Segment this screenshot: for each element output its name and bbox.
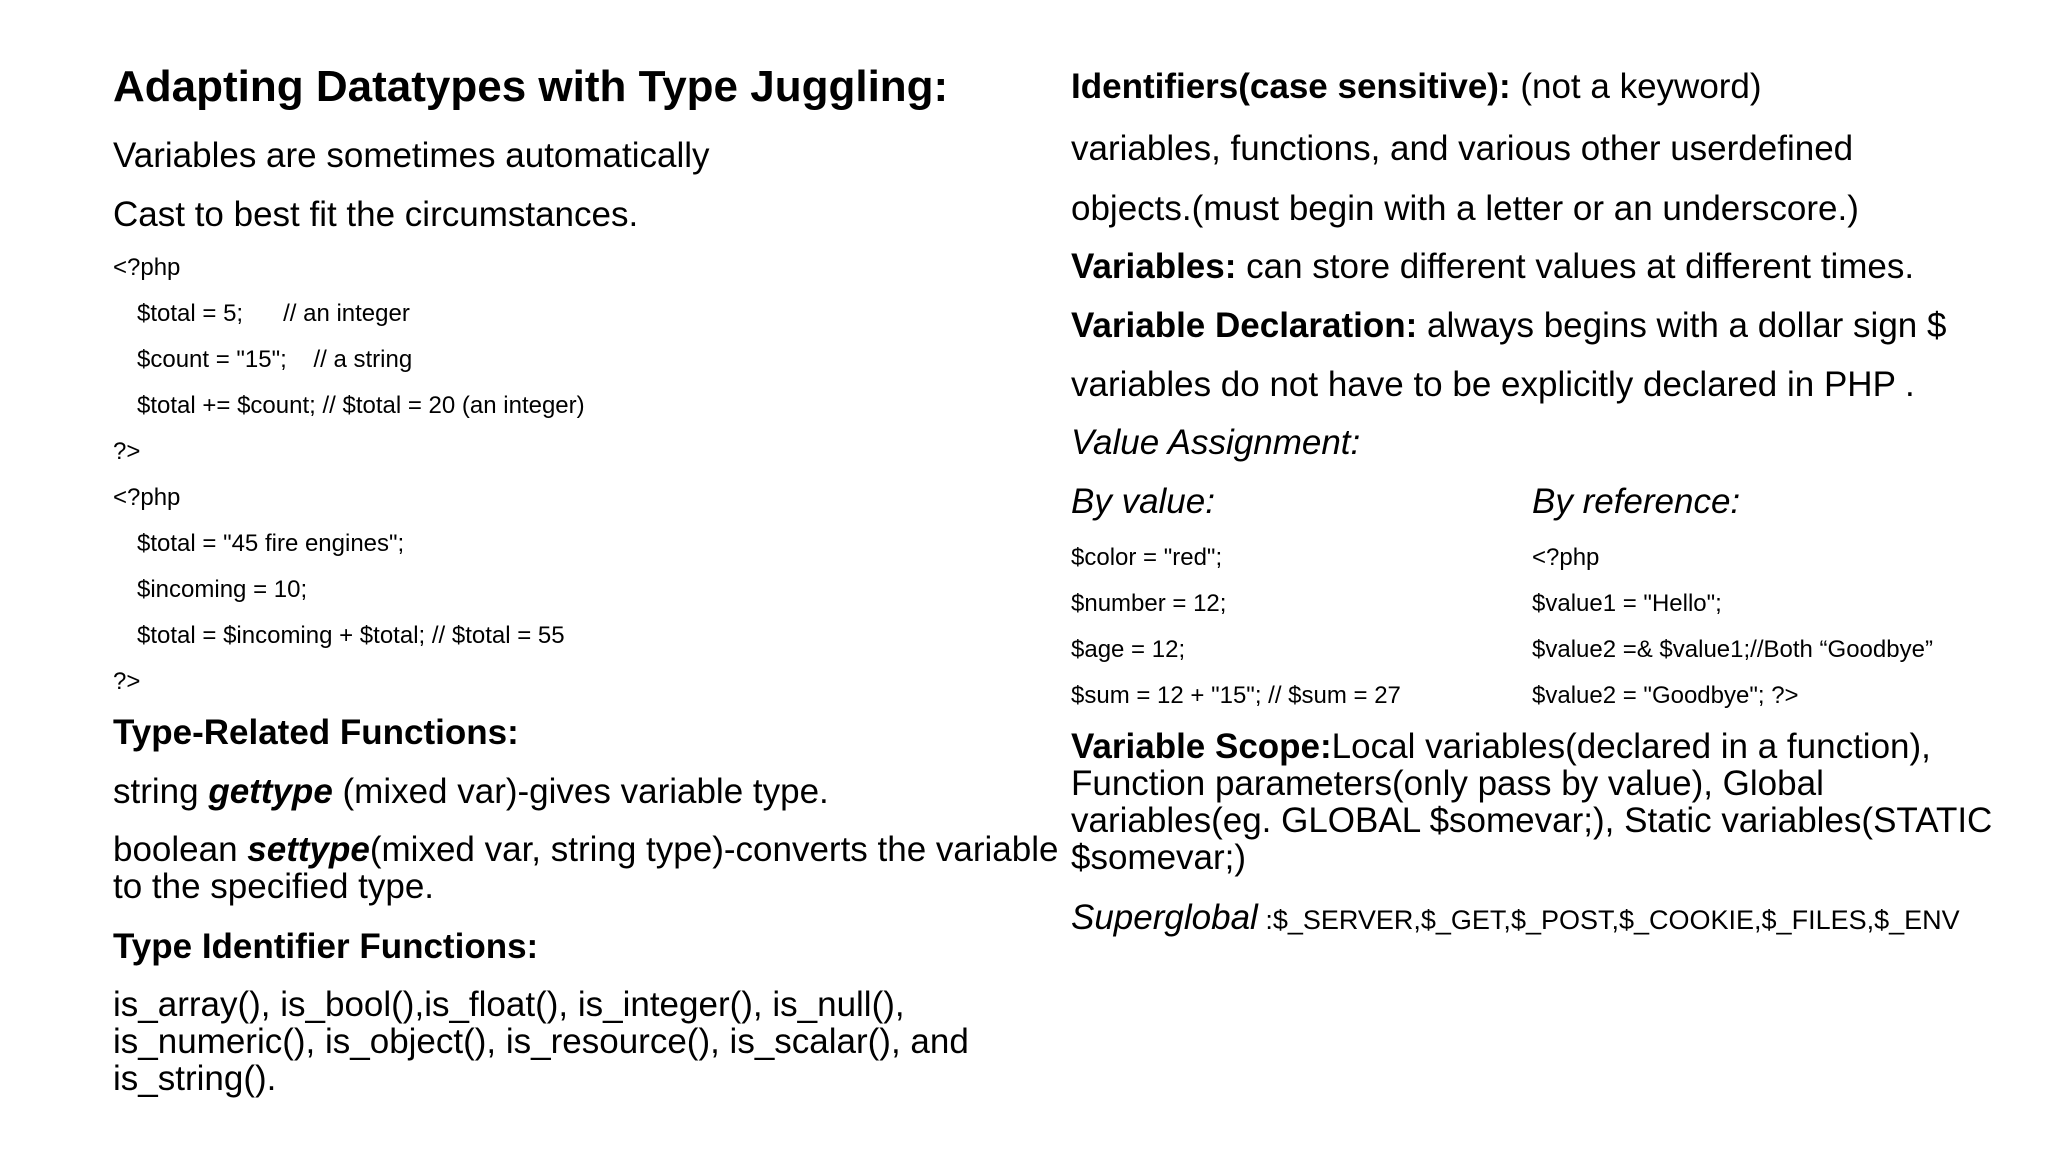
code-1-line-1: $total = 5; // an integer — [137, 300, 410, 327]
by-reference-line-4: $value2 = "Goodbye"; ?> — [1532, 682, 1799, 709]
variable-scope — [1071, 728, 2001, 876]
code-2-close: ?> — [113, 668, 141, 695]
settype-prefix: boolean — [113, 830, 248, 869]
code-1-line-3: $total += $count; // $total = 20 (an integer) — [137, 392, 585, 419]
by-value-line-3: $age = 12; — [1071, 636, 1186, 663]
by-value-line-4: $sum = 12 + "15"; // $sum = 27 — [1071, 682, 1401, 709]
code-2-line-2: $incoming = 10; — [137, 576, 308, 603]
superglobal-label: Superglobal — [1071, 898, 1258, 937]
intro-line-2: Cast to best fit the circumstances. — [113, 195, 639, 234]
code-2-line-1: $total = "45 fire engines"; — [137, 530, 405, 557]
settype-line — [113, 831, 1073, 905]
by-reference-line-2: $value1 = "Hello"; — [1532, 590, 1722, 617]
settype-suffix: (mixed var, string type)-converts the variable to the specified type. — [113, 830, 1059, 906]
code-1-close: ?> — [113, 438, 141, 465]
gettype-prefix: string — [113, 772, 209, 811]
value-assignment-heading: Value Assignment: — [1071, 423, 1361, 462]
type-identifier-heading: Type Identifier Functions: — [113, 927, 539, 966]
declaration-label: Variable Declaration: — [1071, 306, 1418, 345]
variables-text: can store different values at different times. — [1236, 247, 1915, 286]
by-value-line-2: $number = 12; — [1071, 590, 1227, 617]
gettype-suffix: (mixed var)-gives variable type. — [332, 772, 829, 811]
declaration-text: always begins with a dollar sign $ — [1417, 306, 1947, 345]
identifiers-label: Identifiers(case sensitive): — [1071, 67, 1511, 106]
declaration-line — [1071, 307, 1946, 344]
identifiers-desc-2: objects.(must begin with a letter or an underscore.) — [1071, 189, 1859, 228]
type-identifier-list: is_array(), is_bool(),is_float(), is_integer(), is_null(), is_numeric(), is_object(), is_resource(), is_scalar(), and is_string(). — [113, 985, 969, 1098]
type-related-heading: Type-Related Functions: — [113, 713, 519, 752]
by-value-heading: By value: — [1071, 482, 1215, 521]
gettype-function-name: gettype — [208, 772, 333, 811]
code-1-open: <?php — [113, 254, 181, 281]
by-reference-line-1: <?php — [1532, 544, 1600, 571]
by-value-line-1: $color = "red"; — [1071, 544, 1223, 571]
variable-scope-label: Variable Scope: — [1071, 727, 1332, 766]
settype-function-name: settype — [247, 830, 370, 869]
declaration-note: variables do not have to be explicitly declared in PHP . — [1071, 365, 1915, 404]
slide-title: Adapting Datatypes with Type Juggling: — [113, 62, 949, 111]
identifiers-line — [1071, 68, 1762, 105]
code-2-line-3: $total = $incoming + $total; // $total = 55 — [137, 622, 565, 649]
variables-label: Variables: — [1071, 247, 1237, 286]
identifiers-text: (not a keyword) — [1510, 67, 1762, 106]
code-1-line-2: $count = "15"; // a string — [137, 346, 413, 373]
superglobal-text: :$_SERVER,$_GET,$_POST,$_COOKIE,$_FILES,$_ENV — [1257, 905, 1960, 935]
code-2-open: <?php — [113, 484, 181, 511]
by-reference-line-3: $value2 =& $value1;//Both “Goodbye” — [1532, 636, 1933, 663]
superglobal-line — [1071, 898, 1960, 938]
by-reference-heading: By reference: — [1532, 482, 1741, 521]
variable-scope-text: Local variables(declared in a function), Function parameters(only pass by value), Global variables(eg. GLOBAL $somevar;), Static variables(STATIC $somevar;) — [1071, 727, 1993, 877]
identifiers-desc-1: variables, functions, and various other userdefined — [1071, 129, 1854, 168]
intro-line-1: Variables are sometimes automatically — [113, 136, 710, 175]
gettype-line — [113, 773, 829, 810]
variables-line — [1071, 248, 1914, 285]
